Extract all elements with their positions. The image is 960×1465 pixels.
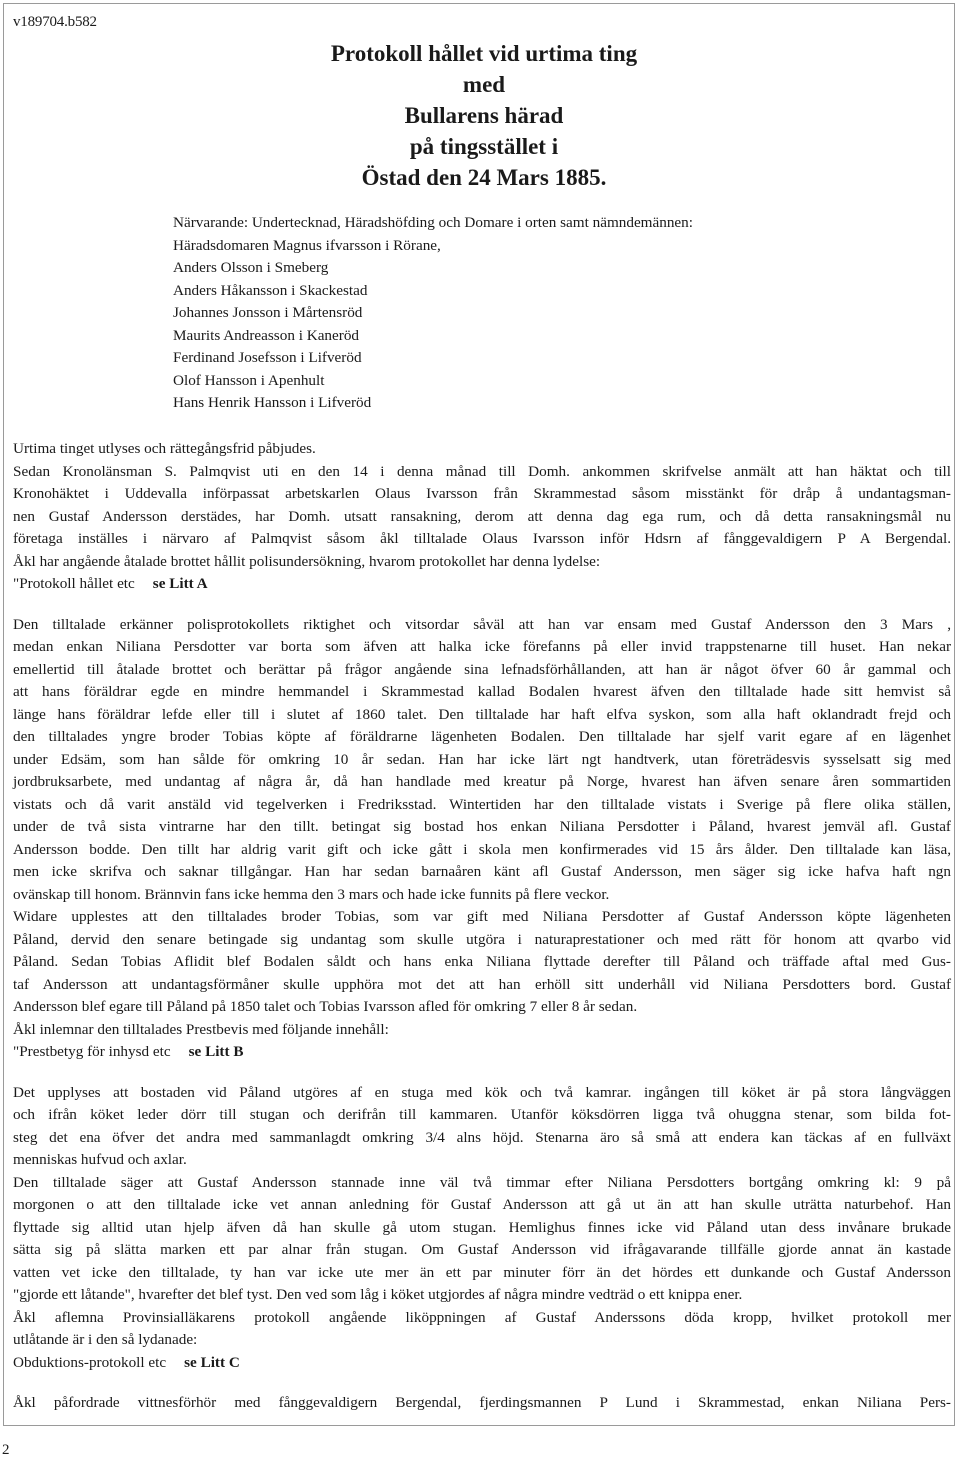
body-line: Widare upplestes att den tilltalades broder Tobias, som var gift med Niliana Persdotter af Gustaf Andersson köpte lägenheten [13, 908, 951, 925]
title-line: Protokoll hållet vid urtima ting [330, 41, 638, 66]
spacer [13, 1374, 951, 1392]
body-line: under Edsäm, som han sålde för omkring 10 år sedan. Han har icke lärt ngt handtverk, utan företrädesvis sysselsatt sig med [13, 750, 951, 768]
attendee-line: Olof Hansson i Apenhult [173, 371, 325, 389]
reference-line-b [13, 1041, 951, 1064]
attendee-line: Anders Olsson i Smeberg [173, 259, 329, 276]
body-line: jordbruksarbete, med undantag af några år, då han handlade med kreatur på Norge, hvarest han äfven senare åren sommartiden [13, 773, 951, 790]
attendee-line: Hans Henrik Hansson i Lifveröd [173, 394, 372, 411]
body-line: taf Andersson att undantagsförmåner skulle upphöra mot det att han erhöll sitt underhåll vid Niliana Persdotters bord. Gustaf [13, 975, 951, 993]
body-line: den tilltalades yngre broder Tobias köpte af föräldrarne lägenheten Bodalen. Den tilltalade har sjelf varit egare af en lägenhet [13, 728, 951, 745]
body-line: Sedan Kronolänsman S. Palmqvist uti en den 14 i denna månad till Domh. ankommen skrifvelse anmält att han häktat och till [13, 462, 951, 480]
body-line: flyttade sig alltid utan hjelp äfven då han skulle gå utom stugan. Hemlighus finnes icke vid Påland utan dess invånare brukade [13, 1218, 951, 1236]
body-line: Påland, dervid den senare betingade sig undantag som skulle utgöra i naturaprestationer och med rätt för honom att qvarbo vid [13, 930, 951, 948]
document-id: v189704.b582 [13, 14, 97, 30]
title-line: Bullarens härad [404, 103, 564, 128]
attendee-line: Ferdinand Josefsson i Lifveröd [173, 349, 362, 366]
spacer [13, 596, 951, 614]
attendees-intro: Närvarande: Undertecknad, Häradshöfding och Domare i orten samt nämndemännen: [173, 214, 693, 231]
body-line: vistats och då varit anstäld vid tegelverken i Fredriksstad. Wintertiden har den tilltalade vistats i Sverige på flere olika ställen, [13, 795, 951, 813]
body-line: Andersson bodde. Den tillt har aldrig varit gift och icke gått i skola men konfirmerades vid 15 års ålder. Den tilltalade kan läsa, [13, 840, 951, 858]
page-frame [3, 3, 955, 1426]
body-line: Åkl inlemnar den tilltalades Prestbevis med följande innehåll: [13, 1020, 389, 1038]
body-line: under de två sista vintrarne har den tillt. betingat sig bostad hos enkan Niliana Persdotter i Påland, hvarest jemväl afl. Gustaf [13, 818, 951, 835]
body-line: nen Gustaf Andersson derstädes, har Domh. utsatt ransakning, derom att denna dag ega rum, och då detta ransakningsmål nu [13, 507, 951, 525]
body-line: företaga inställes i närvaro af Palmqvist såsom åkl tilltalade Olaus Ivarsson inför Hdsrn af fånggevaldigern P A Bergendal. [13, 530, 951, 547]
body-line: Påland. Sedan Tobias Aflidit blef Bodalen såldt och hans enka Niliana flyttade derefter till Påland och träffade aftal med Gus- [13, 953, 951, 970]
body-line: Åkl aflemna Provinsialläkarens protokoll angående liköppningen af Gustaf Anderssons döda kropp, hvilket protokoll mer [13, 1308, 951, 1326]
reference-text: "Prestbetyg för inhysd etc [13, 1043, 171, 1060]
body-line: länge hans föräldrar lefde eller till i slutet af 1860 talet. Den tilltalade har haft elfva syskon, som alla haft oklandradt frejd och [13, 705, 951, 723]
body-line: Den tilltalade säger att Gustaf Andersson stannade inne väl två timmar efter Niliana Persdotters bortgång omkring kl: 9 på [13, 1173, 951, 1191]
reference-litt-b: se Litt B [188, 1043, 244, 1060]
body-line: Urtima tinget utlyses och rättegångsfrid påbjudes. [13, 440, 316, 457]
attendee-line: Johannes Jonsson i Mårtensröd [173, 304, 363, 321]
reference-line-a [13, 573, 951, 596]
reference-litt-c: se Litt C [184, 1353, 240, 1371]
title-line: på tingsstället i [409, 134, 559, 159]
reference-text: "Protokoll hållet etc [13, 575, 135, 592]
body-line: morgonen o att den tilltalade icke vet annan anledning för Gustaf Andersson att gå ut än att han skulle uträtta naturbehof. Han [13, 1196, 951, 1213]
reference-litt-a: se Litt A [152, 575, 208, 592]
body-line: Den tilltalade erkänner polisprotokollets riktighet och vitsordar såväl att han var ensam med Gustaf Andersson den 3 Mars , [13, 615, 951, 633]
body-line: att hans föräldrar egde en mindre hemmandel i Skrammestad kallad Bodalen hvarest äfven den tilltalade hade sitt hemvist så [13, 683, 951, 700]
body-line: emellertid till åtalade brottet och berättar på frågor angående sina lefnadsförhållanden, att han är något öfver 60 år gammal och [13, 660, 951, 678]
title-line: med [462, 72, 506, 97]
attendee-line: Häradsdomaren Magnus ifvarsson i Rörane, [173, 236, 441, 254]
attendees-list [173, 212, 893, 415]
document-title [234, 38, 734, 193]
page-number: 2 [2, 1442, 10, 1458]
body-line: menniskas hufvud och axlar. [13, 1151, 187, 1168]
attendee-line: Maurits Andreasson i Kaneröd [173, 326, 360, 344]
body-line: utlåtande är i den så lydanade: [13, 1331, 198, 1348]
attendee-line: Anders Håkansson i Skackestad [173, 281, 368, 299]
body-line: men icke skrifva och saknar tillgångar. Han har sedan barnaåren känt afl Gustaf Andersson, men säger sig icke hafva haft ngn [13, 863, 951, 880]
body-line: Kronohäktet i Uddevalla införpassat arbetskarlen Olaus Ivarsson från Skrammestad såsom misstänkt för dråp å undantagsman- [13, 485, 951, 502]
body-line: sätta sig på slätta marken ett par alnar från stugan. Om Gustaf Andersson vid ifrågavarande tillfälle gjorde annat än kastade [13, 1241, 951, 1258]
body-line: Andersson blef egare till Påland på 1850 talet och Tobias Ivarsson afled för omkring 7 eller 8 år sedan. [13, 998, 638, 1015]
title-line: Östad den 24 Mars 1885. [361, 165, 607, 190]
reference-text: Obduktions-protokoll etc [13, 1353, 167, 1371]
spacer [13, 1064, 951, 1082]
body-line: Det upplyses att bostaden vid Påland utgöres af en stuga med kök och två kamrar. ingången till köket är på stora långväggen [13, 1083, 951, 1101]
body-line: steg det ena öfver det andra med sammanlagdt omkring 3/4 alns höjd. Stenarna äro så små att endera kan täckas af en fullväxt [13, 1128, 951, 1146]
reference-line-c [13, 1352, 951, 1375]
body-line: vatten vet icke den tilltalade, ty han var icke ute mer än ett par minuter förr än det hördes ett dunkande och Gustaf Andersson [13, 1263, 951, 1281]
protocol-body [13, 438, 951, 1415]
body-line: och ifrån köket leder dörr till stugan och derifrån till kammaren. Utanför köksdörren ligga två ohuggna stenar, som bilda fot- [13, 1106, 951, 1123]
body-line: Åkl har angående åtalade brottet hållit polisundersökning, hvarom protokollet har denna lydelse: [13, 552, 601, 570]
body-line: Åkl påfordrade vittnesförhör med fånggevaldigern Bergendal, fjerdingsmannen P Lund i Skrammestad, enkan Niliana Pers- [13, 1394, 951, 1411]
body-line: "gjorde ett låtande", hvarefter det blef tyst. Den ved som låg i köket utgjordes af några mindre vedträd o ett knippa ener. [13, 1286, 743, 1303]
body-line: medan enkan Niliana Persdotter var borta som äfven att halka icke förefanns på eller invid trappstenarne till huset. Han nekar [13, 638, 951, 655]
body-line: ovänskap till honom. Brännvin fans icke hemma den 3 mars och hade icke funnits på flere veckor. [13, 885, 610, 903]
